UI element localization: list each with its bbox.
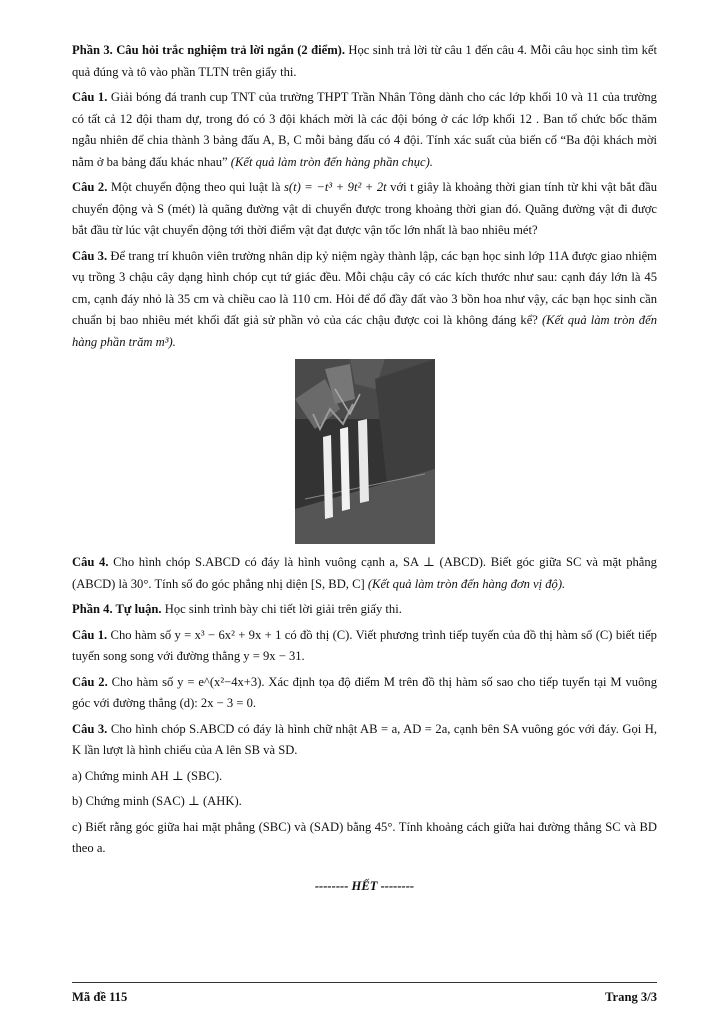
question-label: Câu 3. (72, 721, 108, 736)
plant-pots-image (295, 359, 435, 544)
question-label: Câu 2. (72, 674, 108, 689)
part3-question-1 (72, 87, 657, 173)
question-label: Câu 2. (72, 180, 108, 194)
question-text: Cho hàm số y = e^(x²−4x+3). Xác định tọa độ điểm M trên đồ thị hàm số sao cho tiếp tuyến tại M vuông góc với đường thẳng (d): 2x − 3 = 0. (72, 674, 657, 710)
page-footer (72, 982, 657, 1009)
question-label: Câu 1. (72, 627, 108, 642)
plant-pots-photo (295, 359, 435, 544)
part4-instruction: Học sinh trình bày chi tiết lời giải trên giấy thi. (161, 602, 402, 616)
question-text: Một chuyển động theo qui luật là (107, 180, 284, 194)
part3-instruction: Học sinh trả lời từ câu 1 đến câu 4. Mỗi câu học sinh tìm kết quả đúng và tô vào phần TLTN trên giấy thi. (72, 43, 657, 79)
part3-question-4 (72, 552, 657, 595)
part4-question-3 (72, 719, 657, 762)
part3-heading: Phần 3. Câu hỏi trắc nghiệm trả lời ngắn (2 điểm). (72, 43, 346, 57)
question-label: Câu 1. (72, 90, 108, 104)
question-text: Giải bóng đá tranh cup TNT của trường THPT Trần Nhân Tông dành cho các lớp khối 10 và 11 của trường có tất cả 12 đội tham dự, trong đó có 3 đội khách mời là các đội bóng ở các lớp khối 12 . Ban tổ chức bốc thăm ngẫu nhiên để chia thành 3 bảng đấu A, B, C mỗi bảng đấu có 4 đội. Tính xác suất của biến cố “Ba đội khách mời nằm ở ba bảng đấu khác nhau” (72, 90, 657, 169)
exam-code: Mã đề 115 (72, 990, 128, 1004)
part4-question-3b: b) Chứng minh (SAC) ⊥ (AHK). (72, 794, 242, 808)
question-text: Cho hàm số y = x³ − 6x² + 9x + 1 có đồ thị (C). Viết phương trình tiếp tuyến của đồ thị hàm số (C) biết tiếp tuyến song song với đường thẳng y = 9x − 31. (72, 627, 657, 663)
part4-intro (72, 599, 657, 621)
motion-formula: s(t) = −t³ + 9t² + 2t (283, 180, 387, 194)
question-text: Cho hình chóp S.ABCD có đáy là hình chữ nhật AB = a, AD = 2a, cạnh bên SA vuông góc với đáy. Gọi H, K lần lượt là hình chiếu của A lên SB và SD. (72, 721, 657, 757)
page-number: Trang 3/3 (605, 990, 657, 1004)
question-text: Để trang trí khuôn viên trường nhân dịp kỷ niệm ngày thành lập, các bạn học sinh lớp 11A được giao nhiệm vụ trồng 3 chậu cây dạng hình chóp cụt tứ giác đều. Mỗi chậu cây có các kích thước như sau: cạnh đáy lớn là 45 cm, cạnh đáy nhỏ là 35 cm và chiều cao là 110 cm. Hỏi để đổ đầy đất vào 3 bồn hoa như vậy, các bạn học sinh cần chuẩn bị bao nhiêu mét khối đất giả sử phần vỏ của các chậu được coi là không đáng kể? (72, 248, 657, 327)
part3-intro (72, 40, 657, 83)
part3-question-2 (72, 177, 657, 242)
part4-question-1 (72, 625, 657, 668)
part4-question-2 (72, 672, 657, 715)
part4-heading: Phần 4. Tự luận. (72, 602, 162, 616)
part4-question-3a: a) Chứng minh AH ⊥ (SBC). (72, 768, 223, 783)
question-label: Câu 4. (72, 555, 109, 569)
question-label: Câu 3. (72, 248, 108, 263)
rounding-note: (Kết quả làm tròn đến hàng đơn vị độ). (367, 576, 566, 591)
rounding-note: (Kết quả làm tròn đến hàng phần chục). (230, 154, 433, 169)
question-text: với t giây là khoảng thời gian tính từ khi vật bắt đầu chuyển động và S (mét) là quãng đường vật di chuyển được trong khoảng thời gian đó. Quãng đường vật đi được bắt đầu từ lúc vật chuyển động tới thời điểm vật đạt được vận tốc lớn nhất là bao nhiêu mét? (72, 180, 657, 237)
photo-container (72, 359, 657, 544)
end-marker: -------- HẾT -------- (314, 878, 415, 893)
rounding-note: (Kết quả làm tròn đến hàng phần trăm m³). (72, 313, 657, 349)
part4-question-3c: c) Biết rằng góc giữa hai mặt phẳng (SBC) và (SAD) bằng 45°. Tính khoảng cách giữa hai đường thẳng SC và BD theo a. (72, 819, 657, 855)
part3-question-3 (72, 246, 657, 354)
question-text: Cho hình chóp S.ABCD có đáy là hình vuông cạnh a, SA ⊥ (ABCD). Biết góc giữa SC và mặt phẳng (ABCD) là 30°. Tính số đo góc phẳng nhị diện [S, BD, C] (72, 555, 657, 591)
